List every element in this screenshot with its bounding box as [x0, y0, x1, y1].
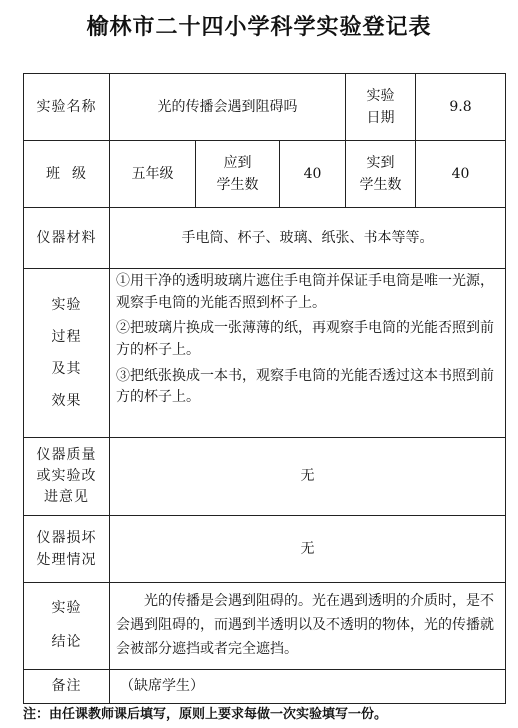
experiment-register-table — [23, 73, 506, 704]
experiment-name-value: 光的传播会遇到阻碍吗 — [110, 74, 346, 141]
process-steps — [110, 269, 506, 438]
table-row — [24, 208, 506, 269]
quality-label-line: 或实验改 — [36, 468, 97, 484]
conclusion-value — [110, 583, 506, 670]
process-step-2: ②把玻璃片换成一张薄薄的纸，再观察手电筒的光能否照到前方的杯子上。 — [116, 320, 494, 359]
expected-label-line-1: 应到 — [223, 154, 252, 171]
quality-label-line: 仪器质量 — [36, 447, 97, 463]
equipment-value: 手电筒、杯子、玻璃、纸张、书本等等。 — [110, 208, 506, 269]
process-label — [24, 269, 110, 438]
conclusion-label-line: 实验 — [51, 600, 82, 617]
process-label-line: 实验 — [51, 296, 82, 313]
table-row — [24, 670, 506, 704]
experiment-name-label: 实验名称 — [24, 74, 110, 141]
experiment-date-label — [346, 74, 416, 141]
table-row — [24, 438, 506, 516]
class-label: 班 级 — [24, 141, 110, 208]
conclusion-text: 光的传播是会遇到阻碍的。光在遇到透明的介质时，是不会遇到阻碍的，而遇到半透明以及不透明的物体，光的传播就会被部分遮挡或者完全遮挡。 — [116, 593, 494, 657]
expected-label-line-2: 学生数 — [216, 177, 259, 193]
expected-students-value: 40 — [280, 141, 346, 208]
actual-label-line-2: 学生数 — [359, 177, 402, 193]
quality-label — [24, 438, 110, 516]
damage-label-line: 处理情况 — [36, 552, 97, 568]
date-label-line-1: 实验 — [366, 87, 395, 104]
damage-label — [24, 516, 110, 583]
conclusion-label-line: 结论 — [51, 634, 82, 650]
process-label-line: 过程 — [51, 328, 82, 345]
table-row — [24, 269, 506, 438]
page-title: 榆林市二十四小学科学实验登记表 — [86, 15, 432, 40]
table-row — [24, 516, 506, 583]
note-label: 备注 — [24, 670, 110, 704]
actual-students-value: 40 — [416, 141, 506, 208]
quality-value: 无 — [110, 438, 506, 516]
quality-label-line: 进意见 — [44, 489, 89, 505]
process-label-line: 效果 — [51, 393, 82, 410]
process-step-3: ③把纸张换成一本书，观察手电筒的光能否透过这本书照到前方的杯子上。 — [116, 367, 494, 406]
table-row — [24, 74, 506, 141]
table-row — [24, 141, 506, 208]
table-row — [24, 583, 506, 670]
date-label-line-2: 日期 — [366, 110, 395, 126]
process-step-1: ①用干净的透明玻璃片遮住手电筒并保证手电筒是唯一光源，观察手电筒的光能否照到杯子上。 — [116, 273, 494, 311]
equipment-label: 仪器材料 — [24, 208, 110, 269]
damage-label-line: 仪器损坏 — [36, 529, 97, 546]
class-value: 五年级 — [110, 141, 196, 208]
footnote: 注：由任课教师课后填写，原则上要求每做一次实验填写一份。 — [23, 707, 388, 722]
expected-students-label — [196, 141, 280, 208]
actual-students-label — [346, 141, 416, 208]
damage-value: 无 — [110, 516, 506, 583]
note-value: （缺席学生） — [110, 670, 506, 704]
actual-label-line-1: 实到 — [366, 154, 395, 171]
process-label-line: 及其 — [51, 361, 82, 377]
experiment-date-value: 9.8 — [416, 74, 506, 141]
conclusion-label — [24, 583, 110, 670]
